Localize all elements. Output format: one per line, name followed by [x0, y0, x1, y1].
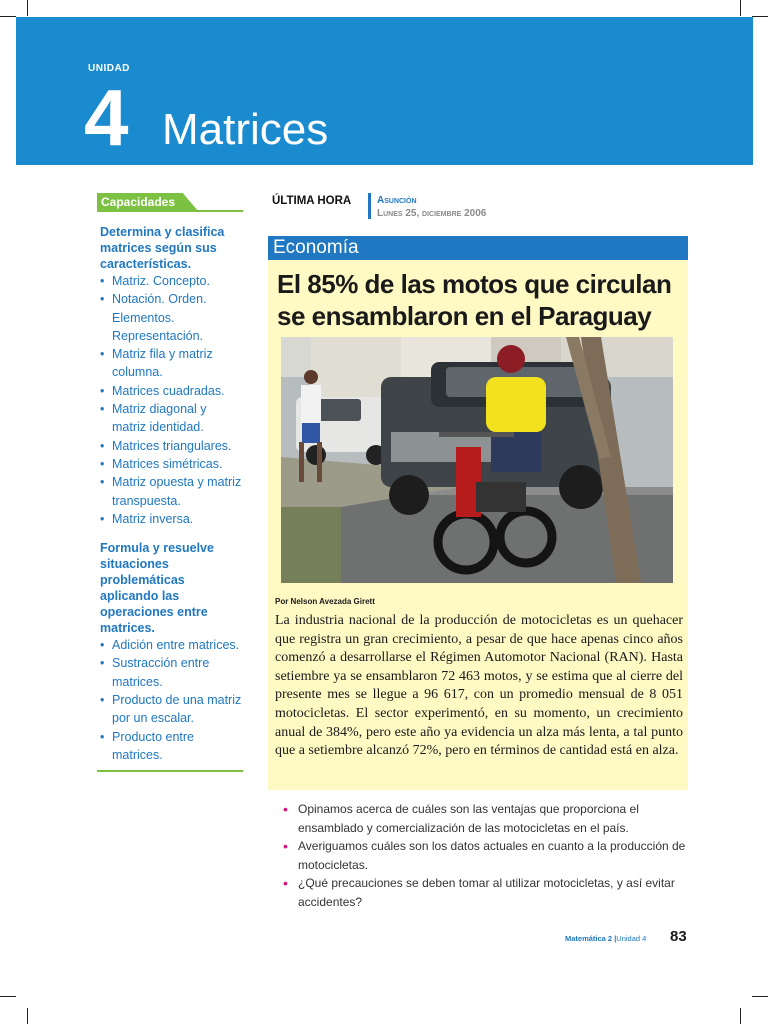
- topic-item: • Matriz fila y matriz columna.: [100, 345, 243, 382]
- question-item: • ¿Qué precauciones se deben tomar al utilizar motocicletas, y así evitar accidentes?: [283, 874, 689, 911]
- topic-list: [97, 272, 243, 528]
- topic-item: • Adición entre matrices.: [100, 636, 243, 654]
- crop-mark: [27, 1008, 28, 1024]
- crop-mark: [0, 16, 16, 17]
- sidebar-divider: [97, 770, 243, 772]
- footer-separator: |: [612, 934, 617, 943]
- footer-unit: Unidad 4: [616, 934, 647, 943]
- crop-mark: [27, 0, 28, 16]
- topic-item: • Matriz inversa.: [100, 510, 243, 528]
- unit-number: 4: [84, 73, 129, 162]
- topic-item: • Producto de una matriz por un escalar.: [100, 691, 243, 728]
- crop-mark: [0, 996, 16, 997]
- topic-list: [97, 636, 243, 764]
- question-item: • Averiguamos cuáles son los datos actuales en cuanto a la producción de motocicletas.: [283, 837, 689, 874]
- capacity-goal: Determina y clasifica matrices según sus características.: [100, 225, 225, 271]
- topic-item: • Matrices simétricas.: [100, 455, 243, 473]
- capacities-label: Capacidades: [101, 195, 176, 209]
- crop-mark: [752, 16, 768, 17]
- footer-book: [565, 934, 646, 943]
- crop-mark: [740, 0, 741, 16]
- dateline-divider: [368, 193, 371, 219]
- unit-title: Matrices: [162, 105, 329, 154]
- topic-item: • Matriz opuesta y matriz transpuesta.: [100, 473, 243, 510]
- topic-item: • Producto entre matrices.: [100, 728, 243, 765]
- dateline-date: Lunes 25, diciembre 2006: [377, 208, 487, 219]
- topic-item: • Matriz. Concepto.: [100, 272, 243, 290]
- topic-item: • Matrices cuadradas.: [100, 382, 243, 400]
- crop-mark: [752, 996, 768, 997]
- topic-item: • Sustracción entre matrices.: [100, 654, 243, 691]
- unit-label: UNIDAD: [88, 63, 130, 74]
- capacities-sidebar: [97, 193, 243, 764]
- kicker: ÚLTIMA HORA: [272, 195, 352, 207]
- discussion-questions: [283, 800, 689, 911]
- question-item: • Opinamos acerca de cuáles son las ventajas que proporciona el ensamblado y comercialización de las motocicletas en el país.: [283, 800, 689, 837]
- motorcycle-photo: [281, 337, 673, 583]
- photo-illustration: [281, 337, 673, 583]
- capacities-tab: [97, 193, 243, 212]
- article-body: La industria nacional de la producción de motocicletas es un quehacer que registra un gran crecimiento, a pesar de que hace apenas cinco años comenzó a desarrollarse el Régimen Automotor Nacional (RAN). Hasta setiembre ya se ensamblaron 72 463 motos, y se estima que al cierre del presente mes se llegue a 96 617, con un promedio mensual de 8 051 motocicletas. El sector experimentó, en su momento, un crecimiento anual de 384%, pero este año ya evidencia un alza más lenta, a tal punto que a setiembre alcanzó 72%, pero en términos de cantidad está en alza.: [275, 613, 683, 759]
- footer-book-title: Matemática 2: [565, 934, 613, 943]
- section-label: Economía: [273, 237, 359, 258]
- capacity-goal: Formula y resuelve situaciones problemáticas aplicando las operaciones entre matrices.: [100, 541, 214, 636]
- page-number: 83: [670, 928, 687, 945]
- headline: El 85% de las motos que circulan se ensamblaron en el Paraguay: [277, 269, 672, 331]
- topic-item: • Notación. Orden. Elementos. Representación.: [100, 290, 243, 345]
- crop-mark: [740, 1008, 741, 1024]
- byline: Por Nelson Avezada Girett: [275, 597, 375, 606]
- topic-item: • Matrices triangulares.: [100, 437, 243, 455]
- topic-item: • Matriz diagonal y matriz identidad.: [100, 400, 243, 437]
- dateline-city: Asunción: [377, 195, 417, 206]
